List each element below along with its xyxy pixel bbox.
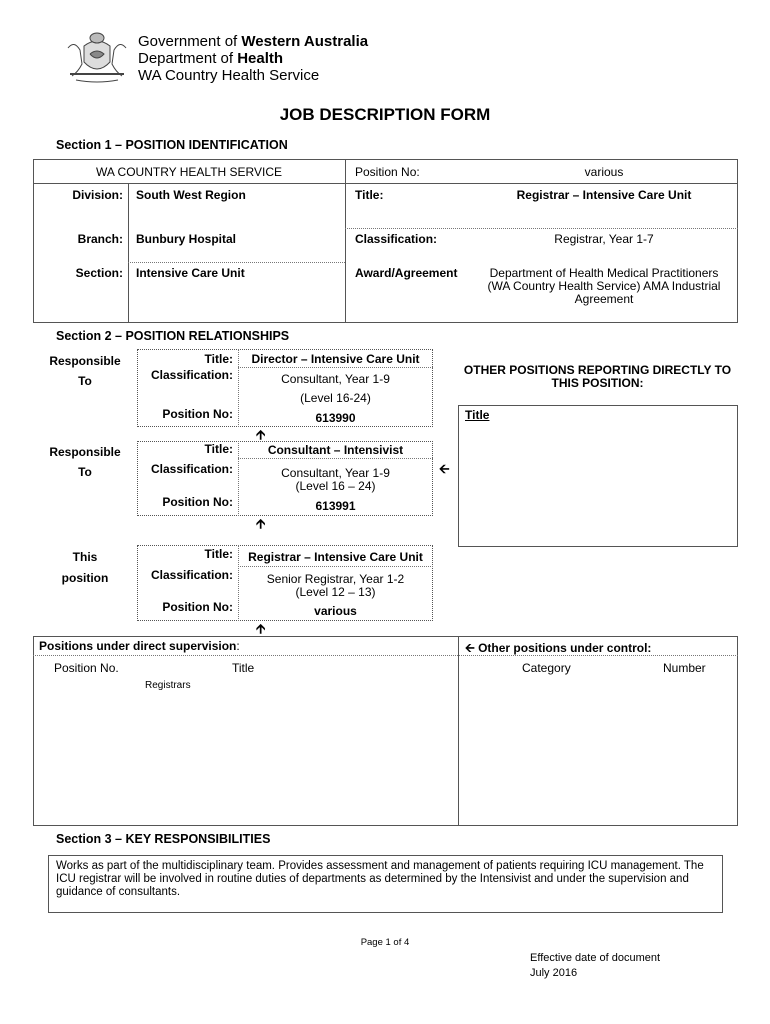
- award-label: Award/Agreement: [355, 266, 458, 280]
- classification-value: Registrar, Year 1-7: [554, 232, 654, 246]
- other-positions-heading-2: THIS POSITION:: [551, 376, 644, 390]
- box2-title-value: Consultant – Intensivist: [267, 443, 404, 457]
- box2-class-line-2: (Level 16 – 24): [295, 479, 376, 493]
- responsibilities-line-3: guidance of consultants.: [56, 886, 181, 898]
- section-label: Section:: [75, 266, 123, 280]
- page-title: JOB DESCRIPTION FORM: [279, 105, 491, 124]
- arrow-left-icon: 🡨: [465, 641, 475, 655]
- header-line-1: [138, 33, 368, 50]
- section-value: Intensive Care Unit: [136, 266, 245, 280]
- col-category: Category: [522, 661, 571, 675]
- division-value: South West Region: [136, 188, 246, 202]
- classification-label: Classification:: [355, 232, 438, 246]
- header-line-1-bold: Western Australia: [241, 33, 369, 50]
- arrow-up-icon: 🡩: [256, 622, 266, 637]
- arrow-up-icon: 🡩: [256, 428, 266, 443]
- responsibilities-line-2: ICU registrar will be involved in routine duties of departments as determined by the Intensivist and under the supervision and: [56, 873, 689, 885]
- responsible-label-1: Responsible: [49, 354, 121, 368]
- section2-heading: Section 2 – POSITION RELATIONSHIPS: [56, 329, 290, 343]
- box2-classification-label: Classification:: [150, 462, 233, 476]
- branch-value: Bunbury Hospital: [136, 232, 237, 246]
- col-position-no: Position No.: [54, 661, 119, 675]
- other-control-text: Other positions under control:: [478, 641, 652, 655]
- org-name: WA COUNTRY HEALTH SERVICE: [95, 165, 283, 179]
- position-no-value: various: [584, 165, 624, 179]
- box1-title-label: Title:: [204, 352, 233, 366]
- header-line-1-prefix: Government of: [138, 33, 242, 50]
- position-no-label: Position No:: [355, 165, 420, 179]
- supervision-label: [39, 639, 240, 653]
- box3-title-label: Title:: [204, 547, 233, 561]
- col-number: Number: [663, 661, 706, 675]
- section1-heading: Section 1 – POSITION IDENTIFICATION: [56, 138, 288, 152]
- page-number: Page 1 of 4: [360, 937, 410, 948]
- other-positions-heading-1: OTHER POSITIONS REPORTING DIRECTLY TO: [463, 363, 732, 377]
- supervision-table: [33, 636, 738, 826]
- other-control-label: [465, 639, 651, 660]
- box3-class-line-1: Senior Registrar, Year 1-2: [266, 572, 405, 586]
- box1-class-line-1: Consultant, Year 1-9: [281, 372, 390, 386]
- box1-position-no-label: Position No:: [162, 407, 233, 421]
- box3-position-no-value: various: [314, 604, 357, 618]
- header-line-2-bold: Health: [237, 50, 284, 67]
- section3-heading: Section 3 – KEY RESPONSIBILITIES: [56, 832, 271, 846]
- supervision-colon: :: [236, 639, 240, 653]
- arrow-up-icon: 🡩: [256, 517, 266, 532]
- branch-label: Branch:: [77, 232, 123, 246]
- other-positions-box: [458, 405, 738, 547]
- header-line-3: WA Country Health Service: [138, 67, 320, 84]
- responsible-label-2: Responsible: [49, 445, 121, 459]
- box3-class-line-2: (Level 12 – 13): [295, 585, 376, 599]
- box2-position-no-label: Position No:: [162, 495, 233, 509]
- box1-classification-label: Classification:: [150, 368, 233, 382]
- col-title: Title: [232, 661, 255, 675]
- other-title-column: Title: [465, 408, 490, 422]
- box3-position-no-label: Position No:: [162, 600, 233, 614]
- effective-date-value: July 2016: [530, 967, 578, 979]
- effective-date-label: Effective date of document: [530, 952, 661, 964]
- award-line-2: (WA Country Health Service) AMA Industrial: [487, 279, 721, 293]
- box1-title-value: Director – Intensive Care Unit: [251, 352, 420, 366]
- award-line-1: Department of Health Medical Practitioners: [489, 266, 719, 280]
- to-label-2: To: [78, 465, 92, 479]
- position-label: position: [61, 571, 109, 585]
- this-label: This: [72, 550, 98, 564]
- title-label: Title:: [355, 188, 384, 202]
- title-value: Registrar – Intensive Care Unit: [516, 188, 692, 202]
- box2-class-line-1: Consultant, Year 1-9: [281, 466, 390, 480]
- responsibilities-line-1: Works as part of the multidisciplinary team. Provides assessment and management of patients requiring ICU management. The: [56, 860, 704, 872]
- supervision-label-text: Positions under direct supervision: [39, 639, 237, 653]
- award-line-3: Agreement: [574, 292, 634, 306]
- supervision-item: Registrars: [145, 680, 191, 691]
- box3-title-value: Registrar – Intensive Care Unit: [248, 550, 423, 564]
- header-line-2: [138, 50, 283, 67]
- box2-title-label: Title:: [204, 442, 233, 456]
- to-label-1: To: [78, 374, 92, 388]
- arrow-left-icon: 🡨: [439, 462, 450, 477]
- box1-class-line-2: (Level 16-24): [300, 391, 371, 405]
- box1-position-no-value: 613990: [315, 411, 356, 425]
- division-label: Division:: [72, 188, 123, 202]
- box3-classification-label: Classification:: [150, 568, 233, 582]
- crest-logo: [62, 28, 132, 84]
- header-line-2-prefix: Department of: [138, 50, 238, 67]
- box2-position-no-value: 613991: [315, 499, 356, 513]
